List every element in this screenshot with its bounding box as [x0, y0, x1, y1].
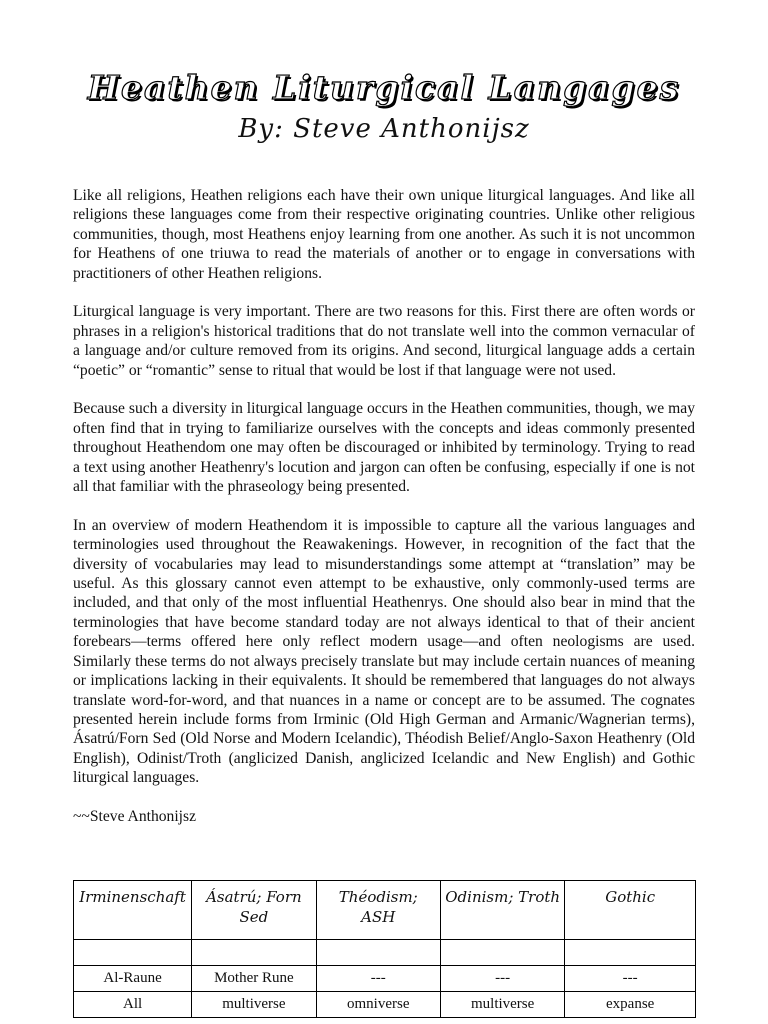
table-cell: --- [316, 966, 440, 992]
author-byline: By: Steve Anthonijsz [238, 114, 530, 144]
paragraph: Like all religions, Heathen religions each have their own unique liturgical languages. And like all religions these languages come from their respective originating countries. Unlike other religious communities, though, most Heathens enjoy learning from one another. As such it is not uncommon for Heathens of one triuwa to read the materials of another or to engage in conversations with practitioners of other Heathen religions. [73, 187, 695, 282]
column-header-gothic: Gothic [565, 881, 696, 940]
table-cell: Mother Rune [192, 966, 316, 992]
table-cell: expanse [565, 992, 696, 1018]
column-header-odinism: Odinism; Troth [440, 881, 564, 940]
table-cell: All [74, 992, 192, 1018]
table-cell: multiverse [440, 992, 564, 1018]
glossary-table [73, 880, 696, 1018]
table-cell: Al-Raune [74, 966, 192, 992]
document-body [73, 186, 695, 846]
column-header-asatru: Ásatrú; Forn Sed [192, 881, 316, 940]
table-row [74, 940, 696, 966]
paragraph: Liturgical language is very important. There are two reasons for this. First there are often words or phrases in a religion's historical traditions that do not translate well into the common vernacular of a language and/or culture removed from its origins. And second, liturgical language adds a certain “poetic” or “romantic” sense to ritual that would be lost if that language were not used. [73, 303, 695, 379]
table-cell [440, 940, 564, 966]
table-cell [565, 940, 696, 966]
table-header-row [74, 881, 696, 940]
table-cell: --- [565, 966, 696, 992]
document-title: Heathen Liturgical Langages [87, 68, 681, 107]
paragraph: In an overview of modern Heathendom it is impossible to capture all the various languages and terminologies used throughout the Reawakenings. However, in recognition of the fact that the diversity of vocabularies may lead to misunderstandings some attempt at “translation” may be useful. As this glossary cannot even attempt to be exhaustive, only commonly-used terms are included, and that only of the most influential Heathenrys. One should also bear in mind that the terminologies that have become standard today are not always identical to that of their ancient forebears—terms offered here only reflect modern usage—and often neologisms are used. Similarly these terms do not always precisely translate but may include certain nuances of meaning or implications lacking in their equivalents. It should be remembered that languages do not always translate word-for-word, and that nuances in a name or concept are to be assumed. The cognates presented herein include forms from Irminic (Old High German and Armanic/Wagnerian terms), Ásatrú/Forn Sed (Old Norse and Modern Icelandic), Théodish Belief/Anglo-Saxon Heathenry (Old English), Odinist/Troth (anglicized Danish, anglicized Icelandic and New English) and Gothic liturgical languages. [73, 516, 695, 787]
table-cell: omniverse [316, 992, 440, 1018]
table-cell [74, 940, 192, 966]
table-row [74, 992, 696, 1018]
paragraph: Because such a diversity in liturgical language occurs in the Heathen communities, though, we may often find that in trying to familiarize ourselves with the concepts and ideas commonly presented throughout Heathendom one may often be discouraged or inhibited by terminology. Trying to read a text using another Heathenry's locution and jargon can often be confusing, especially if one is not all that familiar with the phraseology being presented. [73, 400, 695, 496]
signature: ~~Steve Anthonijsz [73, 807, 196, 825]
table-cell [316, 940, 440, 966]
column-header-theodism: Théodism; ASH [316, 881, 440, 940]
table-row [74, 966, 696, 992]
table-cell: multiverse [192, 992, 316, 1018]
table-cell [192, 940, 316, 966]
table-cell: --- [440, 966, 564, 992]
column-header-irminenschaft: Irminenschaft [74, 881, 192, 940]
